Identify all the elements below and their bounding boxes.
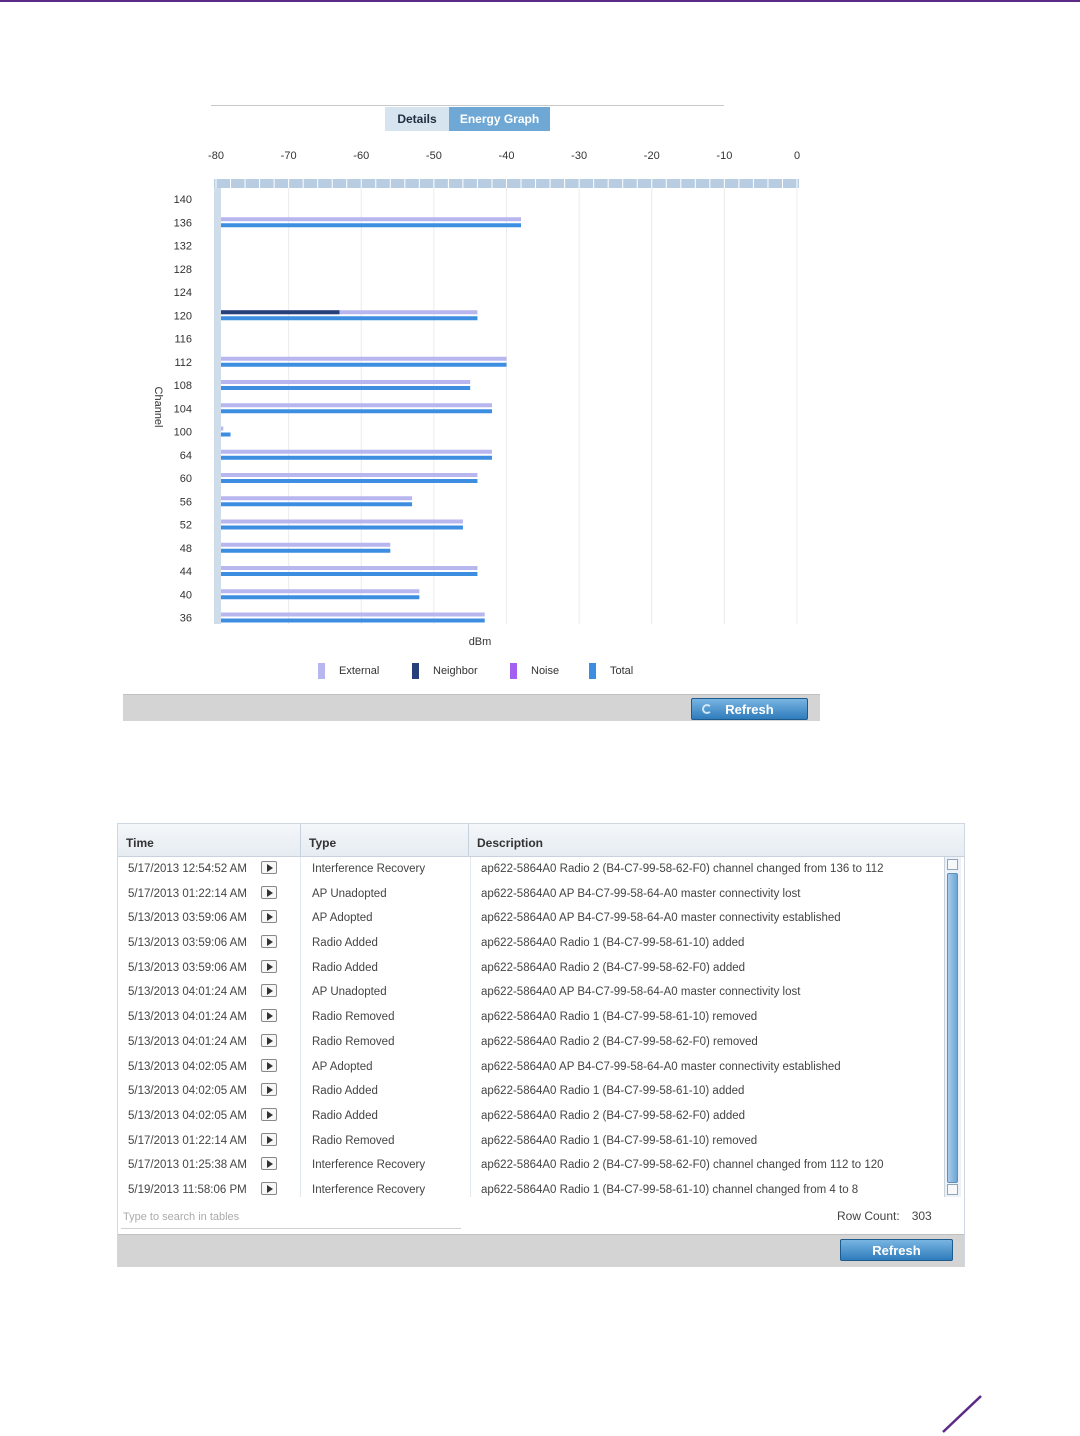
cell-description: ap622-5864A0 Radio 1 (B4-C7-99-58-61-10) added [481,937,745,950]
bar-external [221,473,477,477]
play-icon[interactable] [261,886,277,899]
row-count-label: Row Count: [837,1209,900,1223]
bar-total [221,409,492,413]
y-tick-label: 128 [173,263,192,276]
play-icon[interactable] [261,984,277,997]
cell-description: ap622-5864A0 Radio 1 (B4-C7-99-58-61-10) removed [481,1134,758,1147]
events-refresh-label: Refresh [872,1243,921,1258]
bar-total [221,316,477,320]
cell-time: 5/13/2013 04:01:24 AM [128,986,247,999]
y-tick-label: 108 [173,380,192,392]
cell-description: ap622-5864A0 Radio 2 (B4-C7-99-58-62-F0) channel changed from 112 to 120 [481,1159,884,1172]
bar-total [221,502,412,506]
legend-neighbor [412,662,478,680]
table-row[interactable] [118,931,944,956]
cell-type: AP Adopted [312,1060,373,1073]
legend-swatch-noise [510,663,517,679]
bar-total [221,433,231,437]
events-footer-bar [118,1234,964,1267]
graph-refresh-label: Refresh [725,702,774,717]
events-refresh-button[interactable] [840,1239,953,1261]
bar-external [221,357,507,361]
y-tick-label: 136 [173,217,192,230]
legend-swatch-total [589,663,596,679]
y-tick-label: 48 [179,542,192,555]
table-row[interactable] [118,1030,944,1055]
table-row[interactable] [118,857,944,882]
cell-description: ap622-5864A0 Radio 2 (B4-C7-99-58-62-F0) removed [481,1035,758,1048]
table-row[interactable] [118,882,944,907]
table-header [118,824,964,857]
cell-type: Interference Recovery [312,1183,426,1196]
x-tick-label: -70 [280,150,297,162]
x-tick-label: -50 [425,150,442,162]
table-row[interactable] [118,1153,944,1178]
bar-external [221,496,412,500]
play-icon[interactable] [261,1009,277,1022]
bar-total [221,386,470,390]
y-tick-label: 44 [179,566,192,578]
y-tick-label: 40 [179,589,192,602]
x-tick-label: -10 [716,150,733,162]
play-icon[interactable] [261,1108,277,1121]
row-count-value: 303 [911,1209,932,1223]
cell-type: Radio Removed [312,1035,395,1048]
cell-type: Radio Added [312,961,378,974]
cell-type: Radio Removed [312,1134,395,1147]
y-tick-label: 56 [179,496,192,509]
y-tick-label: 64 [179,449,192,462]
table-scrollbar[interactable] [944,857,961,1197]
bar-total [221,595,419,599]
bar-total [221,572,477,576]
corner-slash-mark [935,1392,985,1436]
y-tick-label: 100 [173,426,192,439]
play-icon[interactable] [261,1157,277,1170]
refresh-icon [702,704,712,714]
cell-description: ap622-5864A0 AP B4-C7-99-58-64-A0 master connectivity lost [481,887,801,900]
cell-description: ap622-5864A0 Radio 1 (B4-C7-99-58-61-10) added [481,1085,745,1098]
cell-time: 5/19/2013 11:58:06 PM [128,1183,247,1196]
play-icon[interactable] [261,1034,277,1047]
legend-label-noise: Noise [531,665,560,677]
cell-type: Radio Removed [312,1011,395,1024]
cell-time: 5/17/2013 01:25:38 AM [128,1159,247,1172]
scroll-down-arrow-icon[interactable] [947,1184,958,1195]
energy-graph-panel [123,92,820,720]
cell-time: 5/13/2013 04:01:24 AM [128,1035,247,1048]
bar-total [221,549,390,553]
cell-time: 5/13/2013 03:59:06 AM [128,937,247,950]
legend-external [318,662,379,680]
scrollbar-thumb[interactable] [947,873,958,1183]
bar-external [221,450,492,454]
play-icon[interactable] [261,1133,277,1146]
cell-description: ap622-5864A0 Radio 2 (B4-C7-99-58-62-F0) added [481,961,746,974]
y-tick-label: 112 [174,356,192,369]
table-row[interactable] [118,1129,944,1154]
cell-type: Radio Added [312,937,378,950]
cell-type: AP Adopted [312,912,373,925]
tab-energy-graph[interactable]: Energy Graph [449,107,550,131]
y-tick-label: 52 [179,519,192,532]
cell-type: Interference Recovery [312,1159,426,1172]
cell-time: 5/13/2013 03:59:06 AM [128,961,247,974]
legend-swatch-external [318,663,325,679]
events-table-panel [117,823,965,1267]
y-tick-label: 120 [173,310,192,323]
cell-description: ap622-5864A0 Radio 2 (B4-C7-99-58-62-F0) added [481,1109,746,1122]
bar-total [221,619,485,623]
bar-external [221,613,485,617]
cell-time: 5/17/2013 01:22:14 AM [128,887,247,900]
bar-external [221,589,419,593]
x-tick-label: -40 [498,150,515,162]
cell-time: 5/13/2013 04:02:05 AM [128,1109,247,1122]
x-tick-label: 0 [793,150,801,162]
cell-time: 5/13/2013 04:01:24 AM [128,1011,247,1024]
bar-total [221,479,477,483]
y-tick-label: 60 [179,473,192,485]
top-accent-line [0,0,1080,2]
cell-time: 5/13/2013 04:02:05 AM [128,1085,247,1098]
bar-total [221,526,463,530]
cell-type: AP Unadopted [312,986,387,999]
cell-description: ap622-5864A0 AP B4-C7-99-58-64-A0 master connectivity established [481,1060,841,1073]
cell-description: ap622-5864A0 Radio 1 (B4-C7-99-58-61-10) channel changed from 4 to 8 [481,1183,859,1196]
x-tick-label: -20 [643,150,660,162]
cell-description: ap622-5864A0 Radio 2 (B4-C7-99-58-62-F0) channel changed from 136 to 112 [481,863,884,875]
bar-external [221,566,477,570]
cell-description: ap622-5864A0 Radio 1 (B4-C7-99-58-61-10) removed [481,1011,758,1024]
x-tick-label: -30 [571,150,588,162]
y-axis-baseline [214,188,221,624]
play-icon[interactable] [261,1059,277,1072]
cell-type: Radio Added [312,1085,378,1098]
x-tick-label: -60 [353,150,370,162]
y-tick-label: 116 [174,333,192,346]
play-icon[interactable] [261,960,277,973]
y-tick-label: 36 [179,612,192,625]
table-search-input[interactable] [121,1206,461,1229]
cell-description: ap622-5864A0 AP B4-C7-99-58-64-A0 master connectivity lost [481,986,801,999]
table-row[interactable] [118,1005,944,1030]
y-tick-label: 132 [173,240,192,253]
legend-total [589,662,633,680]
column-header-time[interactable]: Time [126,836,154,850]
bar-neighbor [221,310,339,314]
bar-external [221,543,390,547]
bar-external [221,217,521,221]
scroll-up-arrow-icon[interactable] [947,859,958,870]
tab-details[interactable]: Details [385,107,449,131]
play-icon[interactable] [261,1083,277,1096]
play-icon[interactable] [261,1182,277,1195]
bar-external [221,520,463,524]
table-row[interactable] [118,906,944,931]
play-icon[interactable] [261,935,277,948]
legend-swatch-neighbor [412,663,419,679]
column-header-description[interactable]: Description [468,824,964,856]
legend-label-neighbor: Neighbor [433,665,478,677]
bar-total [221,223,521,227]
cell-time: 5/13/2013 03:59:06 AM [128,912,247,925]
cell-type: Interference Recovery [312,863,426,875]
table-row[interactable] [118,956,944,981]
y-tick-label: 104 [173,403,192,416]
bar-total [221,363,507,367]
bar-external [221,380,470,384]
table-row[interactable] [118,1079,944,1104]
legend-noise [510,662,559,680]
y-tick-label: 124 [173,287,192,299]
table-row[interactable] [118,1104,944,1129]
column-header-type[interactable]: Type [300,824,468,856]
graph-refresh-button[interactable] [691,698,808,720]
cell-time: 5/17/2013 12:54:52 AM [128,863,247,875]
bar-external [221,403,492,407]
legend-label-total: Total [610,665,634,677]
bar-external [221,427,223,431]
cell-type: Radio Added [312,1109,378,1122]
table-row[interactable] [118,980,944,1005]
table-body [118,857,944,1197]
cell-time: 5/13/2013 04:02:05 AM [128,1060,247,1073]
cell-type: AP Unadopted [312,887,387,900]
energy-chart [123,92,820,652]
x-tick-label: -80 [208,150,224,162]
cell-time: 5/17/2013 01:22:14 AM [128,1134,247,1147]
legend-label-external: External [339,665,380,677]
play-icon[interactable] [261,861,277,874]
cell-description: ap622-5864A0 AP B4-C7-99-58-64-A0 master connectivity established [481,912,841,925]
y-tick-label: 140 [173,194,192,206]
play-icon[interactable] [261,910,277,923]
y-axis-title: Channel [152,386,164,428]
table-row[interactable] [118,1055,944,1080]
bar-total [221,456,492,460]
x-axis-title: dBm [468,636,492,648]
graph-footer-bar [123,694,820,721]
row-count [837,1209,932,1223]
table-row[interactable] [118,1178,944,1197]
